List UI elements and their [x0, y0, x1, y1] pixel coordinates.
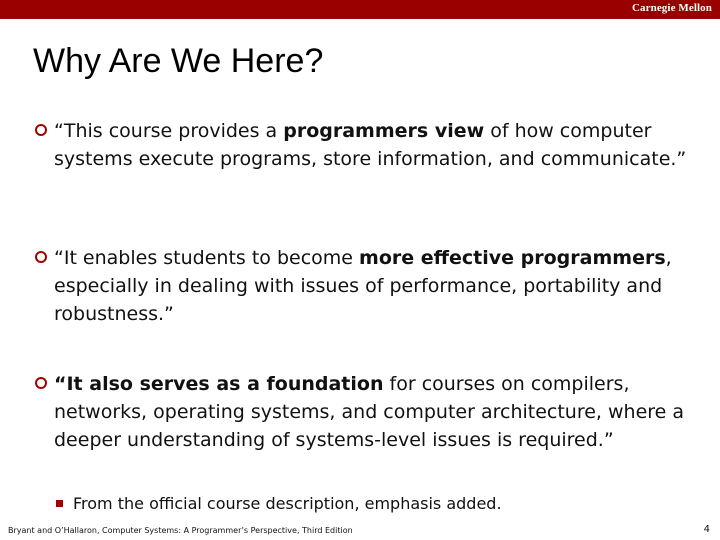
bullet-text-emphasis: more effective programmers: [359, 247, 666, 269]
page-number: 4: [703, 524, 710, 535]
bullet-text-plain: “This course provides a: [54, 120, 284, 142]
bullet-text-plain: for courses on compilers, networks, operating systems, and computer architecture, where a deeper understanding of systems-level issues is required.”: [54, 373, 685, 451]
bullet-text: [54, 370, 694, 454]
footer-citation: Bryant and O’Hallaron, Computer Systems: A Programmer’s Perspective, Third Edition: [8, 526, 353, 535]
bullet-text-emphasis: programmers view: [283, 120, 485, 142]
circle-bullet-icon: [35, 124, 47, 136]
bullet-text-plain: , especially in dealing with issues of performance, portability and robustness.”: [54, 247, 672, 325]
bullet-text-plain: of how computer systems execute programs, store information, and communicate.”: [54, 120, 687, 170]
square-bullet-icon: [56, 500, 63, 507]
brand-label: Carnegie Mellon: [631, 2, 712, 14]
note-text: From the official course description, emphasis added.: [73, 494, 502, 513]
bullet-text-emphasis: “It also serves as a foundation: [54, 373, 384, 395]
bullet-text-plain: “It enables students to become: [54, 247, 360, 269]
bullet-text: [54, 117, 694, 173]
circle-bullet-icon: [35, 251, 47, 263]
header-bar: [0, 0, 720, 19]
sub-bullet-note: [56, 494, 656, 513]
circle-bullet-icon: [35, 377, 47, 389]
bullet-text: [54, 244, 694, 328]
slide-title: Why Are We Here?: [33, 42, 324, 80]
